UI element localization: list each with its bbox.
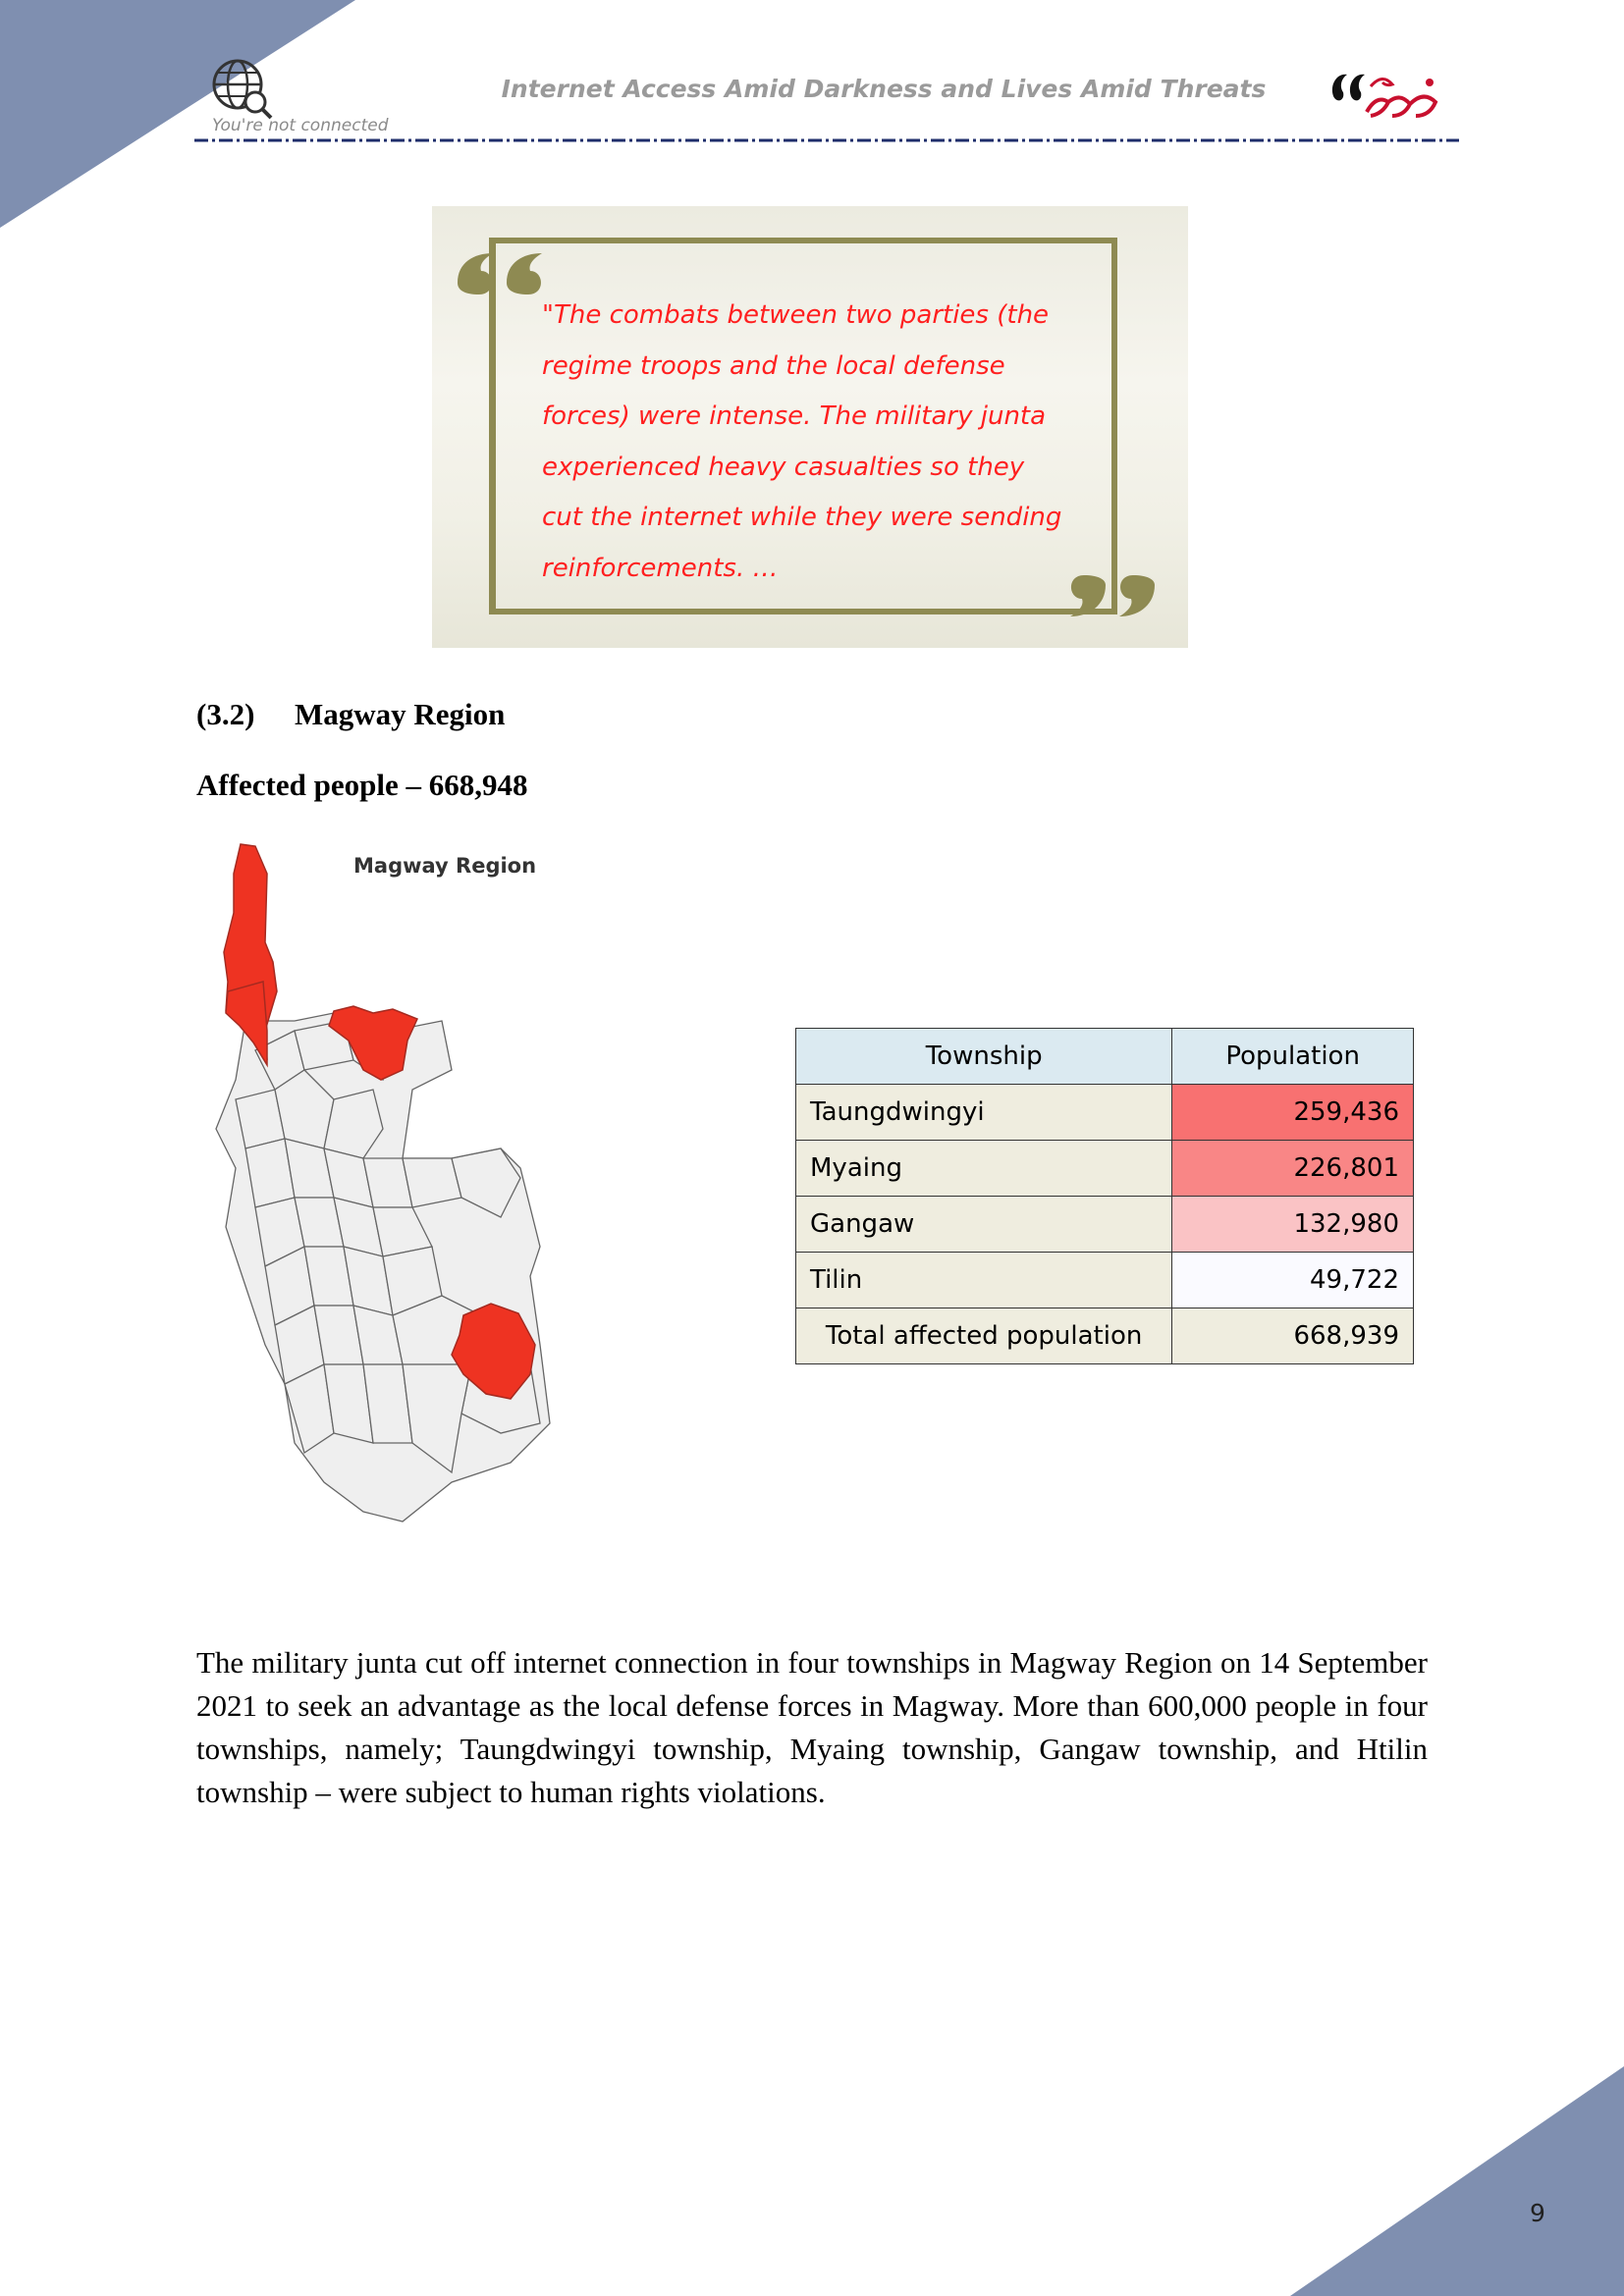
- affected-people: Affected people – 668,948: [196, 768, 528, 802]
- quote-box: [432, 206, 1188, 648]
- body-paragraph: The military junta cut off internet connection in four townships in Magway Region on 14 September 2021 to seek an advantage as the local defense forces in Magway. More than 600,000 people in four townships, namely; Taungdwingyi township, Myaing township, Gangaw township, and Htilin township – were subject to human rights violations.: [196, 1645, 1428, 1809]
- table-row: [796, 1253, 1414, 1308]
- township-cell: Taungdwingyi: [796, 1085, 1172, 1141]
- total-population: 668,939: [1172, 1308, 1414, 1364]
- decorative-corner-bottom: [1290, 2066, 1624, 2296]
- table-row: [796, 1085, 1414, 1141]
- magway-region-map: [206, 834, 579, 1541]
- header-township: Township: [796, 1029, 1172, 1085]
- header-title: Internet Access Amid Darkness and Lives Amid Threats: [501, 75, 1267, 103]
- total-label: Total affected population: [796, 1308, 1172, 1364]
- table-total-row: [796, 1308, 1414, 1364]
- table-header-row: [796, 1029, 1414, 1085]
- map-title: Magway Region: [353, 854, 537, 878]
- organization-logo: [1327, 57, 1445, 122]
- township-cell: Myaing: [796, 1141, 1172, 1197]
- population-cell: 226,801: [1172, 1141, 1414, 1197]
- map-townships: [216, 1011, 550, 1522]
- globe-search-icon: [210, 57, 273, 120]
- population-cell: 49,722: [1172, 1253, 1414, 1308]
- township-cell: Gangaw: [796, 1197, 1172, 1253]
- section-number: (3.2): [196, 697, 255, 731]
- population-table: [795, 1028, 1414, 1364]
- population-cell: 259,436: [1172, 1085, 1414, 1141]
- quote-text: "The combats between two parties (the regime troops and the local defense forces) were intense. The military junta experienced heavy casualties so they cut the internet while they were sending reinforcements. …: [542, 300, 1062, 583]
- decorative-corner-top: [0, 0, 355, 228]
- header-population: Population: [1172, 1029, 1414, 1085]
- population-cell: 132,980: [1172, 1197, 1414, 1253]
- table-row: [796, 1141, 1414, 1197]
- header-divider: [194, 137, 1459, 143]
- close-quote-icon: [1056, 561, 1164, 630]
- page-number: 9: [1530, 2199, 1545, 2227]
- township-cell: Tilin: [796, 1253, 1172, 1308]
- map-svg: [206, 834, 579, 1541]
- section-title: Magway Region: [295, 697, 506, 731]
- table-row: [796, 1197, 1414, 1253]
- section-heading: [196, 697, 505, 732]
- header-subtitle: You're not connected: [212, 116, 389, 135]
